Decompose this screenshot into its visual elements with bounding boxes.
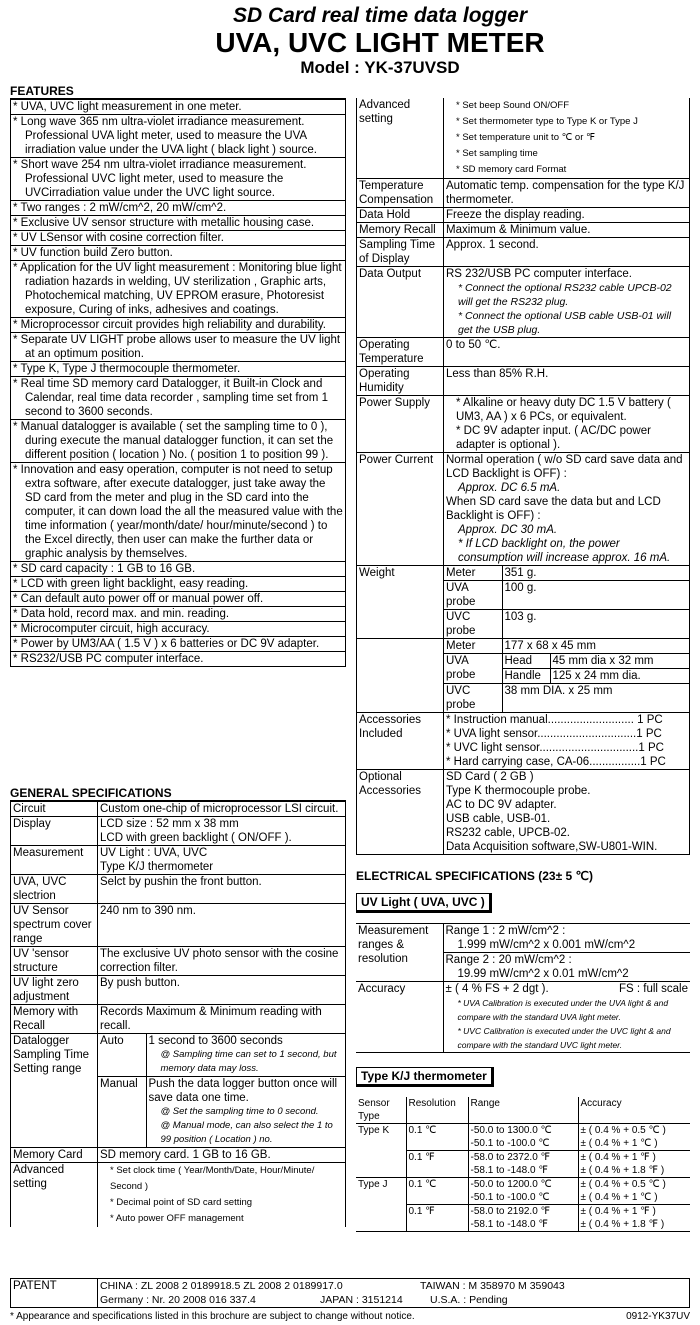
value: 45 mm dia x 32 mm <box>550 654 689 669</box>
feature-text: * Microprocessor circuit provides high reliability and durability. <box>11 318 346 333</box>
value: Records Maximum & Minimum reading with recall. <box>98 1005 346 1034</box>
disclaimer: * Appearance and specifications listed in this brochure are subject to change without notice. <box>10 1311 415 1322</box>
range <box>468 1178 578 1205</box>
electrical-title: ELECTRICAL SPECIFICATIONS (23± 5 ℃) <box>356 869 593 883</box>
table-row <box>356 1205 690 1232</box>
header: Accuracy <box>578 1097 690 1124</box>
model-line: Model : YK-37UVSD <box>300 58 460 77</box>
list-item <box>11 562 346 577</box>
text: * Alkaline or heavy duty DC 1.5 V battery ( UM3, AA ) x 6 PCs, or equivalent. <box>456 397 671 423</box>
text: -50.1 to -100.0 ℃ <box>470 1192 550 1203</box>
feature-text: * Real time SD memory card Datalogger, it Built-in Clock and Calendar, real time data recorder , sampling time set from 1 second to 3600 seconds. <box>11 377 346 420</box>
resolution: 0.1 ℃ <box>406 1178 468 1205</box>
general-title: GENERAL SPECIFICATIONS <box>10 786 346 801</box>
feature-text: * Application for the UV light measurement : Monitoring blue light radiation hazards in welding, UV sterilization , Graphic arts, Photochemical matching, UV EPROM erasure, Photoresist exposure, Curing of inks, adhesives and coatings. <box>11 261 346 318</box>
text: * Set temperature unit to ℃ or ℉ <box>456 132 596 143</box>
table-row <box>356 1178 690 1205</box>
auto-value <box>146 1034 345 1077</box>
value: Maximum & Minimum value. <box>444 223 690 238</box>
range <box>468 1124 578 1151</box>
label: Memory with Recall <box>11 1005 98 1034</box>
list-item <box>11 577 346 592</box>
header: Range <box>468 1097 578 1124</box>
text: Range 1 : 2 mW/cm^2 : <box>445 925 566 937</box>
label: Power Current <box>357 453 444 566</box>
text: Approx. DC 30 mA. <box>458 524 558 536</box>
note: * UVA Calibration is executed under the UVA light & and compare with the standard UVA light meter. <box>457 998 669 1022</box>
label: Datalogger Sampling Time Setting range <box>11 1034 98 1148</box>
label: UVA probe <box>444 654 502 684</box>
table-row <box>357 770 690 855</box>
text: Approx. DC 6.5 mA. <box>458 482 561 494</box>
label: Meter <box>444 566 502 581</box>
label: Power Supply <box>357 396 444 453</box>
feature-text: * UV LSensor with cosine correction filter. <box>11 231 346 246</box>
text: -50.0 to 1200.0 ℃ <box>470 1179 552 1190</box>
text: Type K/J thermometer <box>100 861 214 873</box>
value <box>98 1034 346 1148</box>
general-table <box>10 801 346 1227</box>
label: Weight <box>357 566 444 639</box>
table-row <box>357 208 690 223</box>
text: JAPAN : 3151214 <box>320 1294 403 1306</box>
table-row <box>11 904 346 947</box>
text: ± ( 0.4 % + 0.5 ℃ ) <box>580 1179 666 1190</box>
manual-value <box>146 1077 345 1148</box>
value <box>443 924 690 953</box>
accuracy <box>578 1124 690 1151</box>
value: 0 to 50 ℃. <box>444 338 690 367</box>
table-row <box>11 846 346 875</box>
text: -50.1 to -100.0 ℃ <box>470 1138 550 1149</box>
feature-text: * Exclusive UV sensor structure with metallic housing case. <box>11 216 346 231</box>
value: Freeze the display reading. <box>444 208 690 223</box>
general-specs-section <box>10 786 346 1227</box>
text: UV Light : UVA, UVC <box>100 847 208 859</box>
text: Germany : Nr. 20 2008 016 337.4 <box>100 1294 256 1306</box>
table-row <box>356 982 690 1053</box>
value: By push button. <box>98 976 346 1005</box>
table-row <box>11 947 346 976</box>
features-section <box>10 84 346 667</box>
table-row <box>357 639 690 713</box>
text: LCD with green backlight ( ON/OFF ). <box>100 832 292 844</box>
text: * Instruction manual........................... 1 PC <box>446 714 663 726</box>
feature-text: * Microcomputer circuit, high accuracy. <box>11 622 346 637</box>
value <box>444 453 690 566</box>
label: Temperature Compensation <box>357 179 444 208</box>
table-row <box>357 98 690 179</box>
patent-table <box>10 1278 690 1308</box>
text: USB cable, USB-01. <box>446 813 551 825</box>
label: Display <box>11 817 98 846</box>
text: -58.1 to -148.0 ℉ <box>470 1219 548 1230</box>
table-row <box>357 367 690 396</box>
feature-text: * LCD with green light backlight, easy reading. <box>11 577 346 592</box>
table-row <box>11 976 346 1005</box>
doc-code: 0912-YK37UV <box>626 1311 690 1322</box>
text: -58.0 to 2192.0 ℉ <box>470 1206 551 1217</box>
label: Measurement ranges & resolution <box>356 924 443 982</box>
list-item <box>11 333 346 362</box>
list-item <box>11 246 346 261</box>
header: Sensor Type <box>356 1097 406 1124</box>
label: UV 'sensor structure <box>11 947 98 976</box>
table-row <box>11 1148 346 1163</box>
feature-text: * Data hold, record max. and min. reading. <box>11 607 346 622</box>
text: * UVC light sensor...............................1 PC <box>446 742 664 754</box>
value <box>444 267 690 338</box>
text: When SD card save the data but and LCD Backlight is OFF) : <box>446 496 661 522</box>
text: * DC 9V adapter input. ( AC/DC power adapter is optional ). <box>456 425 651 451</box>
text: LCD size : 52 mm x 38 mm <box>100 818 239 830</box>
table-row <box>11 817 346 846</box>
value: 240 nm to 390 nm. <box>98 904 346 947</box>
text: ± ( 0.4 % + 1 ℉ ) <box>580 1206 656 1217</box>
text: * SD memory card Format <box>456 164 567 175</box>
text: CHINA : ZL 2008 2 0189918.5 ZL 2008 2 0189917.0 <box>100 1280 343 1292</box>
value: 103 g. <box>502 610 689 639</box>
feature-text: * Separate UV LIGHT probe allows user to measure the UV light at an optimum position. <box>11 333 346 362</box>
accuracy <box>578 1205 690 1232</box>
note: * UVC Calibration is executed under the UVC light & and compare with the standard UVC light meter. <box>457 1026 671 1050</box>
label: Memory Card <box>11 1148 98 1163</box>
header: Resolution <box>406 1097 468 1124</box>
value: 351 g. <box>502 566 689 581</box>
text: RS 232/USB PC computer interface. <box>446 268 632 280</box>
text: ± ( 0.4 % + 0.5 ℃ ) <box>580 1125 666 1136</box>
feature-text: * Type K, Type J thermocouple thermometer. <box>11 362 346 377</box>
text: ± ( 0.4 % + 1 ℃ ) <box>580 1138 658 1149</box>
text: ± ( 0.4 % + 1 ℉ ) <box>580 1152 656 1163</box>
table-row <box>357 396 690 453</box>
table-row <box>11 1005 346 1034</box>
table-row <box>356 924 690 953</box>
list-item <box>11 216 346 231</box>
list-item <box>11 100 346 115</box>
value: Custom one-chip of microprocessor LSI circuit. <box>98 802 346 817</box>
features-table <box>10 99 346 667</box>
text: * Hard carrying case, CA-06................1 PC <box>446 756 666 768</box>
value: 38 mm DIA. x 25 mm <box>502 684 689 713</box>
patent-values <box>98 1279 690 1308</box>
manual-label: Manual <box>98 1077 146 1148</box>
text: Normal operation ( w/o SD card save data and LCD Backlight is OFF) : <box>446 454 683 480</box>
sensor-type: Type J <box>356 1178 406 1232</box>
text: Type K thermocouple probe. <box>446 785 591 797</box>
text: FS : full scale <box>618 983 688 995</box>
text: Data Acquisition software,SW-U801-WIN. <box>446 841 658 853</box>
text: * Decimal point of SD card setting <box>110 1197 253 1208</box>
label: Accuracy <box>356 982 443 1053</box>
list-item <box>11 637 346 652</box>
text: * Set sampling time <box>456 148 538 159</box>
list-item <box>11 420 346 463</box>
value <box>444 98 690 179</box>
feature-text: * RS232/USB PC computer interface. <box>11 652 346 667</box>
value: Less than 85% R.H. <box>444 367 690 396</box>
text: -50.0 to 1300.0 ℃ <box>470 1125 552 1136</box>
text: 19.99 mW/cm^2 x 0.01 mW/cm^2 <box>457 968 629 980</box>
text: * Set thermometer type to Type K or Type J <box>456 116 638 127</box>
note: * If LCD backlight on, the power consumption will increase approx. 16 mA. <box>458 538 671 564</box>
thermometer-table <box>356 1097 690 1232</box>
label: UV light zero adjustment <box>11 976 98 1005</box>
label: Data Output <box>357 267 444 338</box>
table-row <box>357 338 690 367</box>
label: UVC probe <box>444 610 502 639</box>
feature-text: * Long wave 365 nm ultra-violet irradiance measurement. Professional UVA light meter, used to measure the UVA irradiation value under the UVA light ( black light ) source. <box>11 115 346 158</box>
text: RS232 cable, UPCB-02. <box>446 827 571 839</box>
label: Operating Temperature <box>357 338 444 367</box>
value: 125 x 24 mm dia. <box>550 669 689 684</box>
value: 100 g. <box>502 581 689 610</box>
label: Data Hold <box>357 208 444 223</box>
label: Accessories Included <box>357 713 444 770</box>
table-row <box>357 267 690 338</box>
list-item <box>11 261 346 318</box>
label: Optional Accessories <box>357 770 444 855</box>
value: 177 x 68 x 45 mm <box>502 639 689 654</box>
table-row <box>357 223 690 238</box>
list-item <box>11 158 346 201</box>
auto-label: Auto <box>98 1034 146 1077</box>
table-row <box>356 1124 690 1151</box>
text: 1 second to 3600 seconds <box>148 1035 283 1047</box>
note: * Connect the optional USB cable USB-01 will get the USB plug. <box>458 310 672 336</box>
table-row <box>357 238 690 267</box>
feature-text: * Manual datalogger is available ( set the sampling time to 0 ), during execute the manual datalogger function, it can set the different position ( location ) No. ( position 1 to position 99 ). <box>11 420 346 463</box>
range <box>468 1205 578 1232</box>
label: Measurement <box>11 846 98 875</box>
note: * Connect the optional RS232 cable UPCB-02 will get the RS232 plug. <box>458 282 672 308</box>
page-title: UVA, UVC LIGHT METER <box>215 27 545 58</box>
table-row <box>11 875 346 904</box>
value: Automatic temp. compensation for the type K/J thermometer. <box>444 179 690 208</box>
value <box>444 566 690 639</box>
table-row <box>357 179 690 208</box>
table-row <box>11 1034 346 1148</box>
feature-text: * Can default auto power off or manual power off. <box>11 592 346 607</box>
text: Range 2 : 20 mW/cm^2 : <box>445 954 572 966</box>
right-specs <box>356 98 690 1232</box>
value: SD memory card. 1 GB to 16 GB. <box>98 1148 346 1163</box>
text: ± ( 0.4 % + 1.8 ℉ ) <box>580 1165 665 1176</box>
feature-text: * UVA, UVC light measurement in one meter. <box>11 100 346 115</box>
label: Advanced setting <box>11 1163 98 1228</box>
text: * Set clock time ( Year/Month/Date, Hour/Minute/ Second ) <box>110 1165 315 1192</box>
note: @ Sampling time can set to 1 second, but memory data may loss. <box>160 1049 337 1074</box>
list-item <box>11 362 346 377</box>
table-row <box>11 802 346 817</box>
value <box>98 1163 346 1228</box>
text: AC to DC 9V adapter. <box>446 799 557 811</box>
feature-text: * Two ranges : 2 mW/cm^2, 20 mW/cm^2. <box>11 201 346 216</box>
patent-label: PATENT <box>11 1279 98 1308</box>
list-item <box>11 377 346 420</box>
note: @ Manual mode, can also select the 1 to 99 position ( Location ) no. <box>160 1120 333 1145</box>
uv-table <box>356 923 690 1053</box>
list-item <box>11 607 346 622</box>
label: UVA, UVC slectrion <box>11 875 98 904</box>
footer <box>10 1311 690 1323</box>
text: -58.1 to -148.0 ℉ <box>470 1165 548 1176</box>
text: U.S.A. : Pending <box>430 1294 508 1306</box>
value: Approx. 1 second. <box>444 238 690 267</box>
label: Memory Recall <box>357 223 444 238</box>
feature-text: * UV function build Zero button. <box>11 246 346 261</box>
text: * Auto power OFF management <box>110 1213 244 1224</box>
label: UV Sensor spectrum cover range <box>11 904 98 947</box>
text: ± ( 0.4 % + 1.8 ℉ ) <box>580 1219 665 1230</box>
uv-light-heading: UV Light ( UVA, UVC ) <box>356 893 492 913</box>
accuracy <box>578 1151 690 1178</box>
resolution: 0.1 ℃ <box>406 1124 468 1151</box>
value <box>444 639 690 713</box>
feature-text: * SD card capacity : 1 GB to 16 GB. <box>11 562 346 577</box>
value: The exclusive UV photo sensor with the cosine correction filter. <box>98 947 346 976</box>
value <box>444 770 690 855</box>
list-item <box>11 592 346 607</box>
thermometer-heading: Type K/J thermometer <box>356 1067 494 1087</box>
header <box>0 4 700 78</box>
value <box>98 817 346 846</box>
label: Handle <box>502 669 550 684</box>
feature-text: * Short wave 254 nm ultra-violet irradiance measurement. Professional UVC light meter, used to measure the UVCirradiation value under the UVC light source. <box>11 158 346 201</box>
text: Push the data logger button once will save data one time. <box>148 1078 338 1104</box>
table-row <box>357 453 690 566</box>
list-item <box>11 463 346 562</box>
note: @ Set the sampling time to 0 second. <box>160 1106 319 1117</box>
table-row <box>11 1163 346 1228</box>
list-item <box>11 622 346 637</box>
value <box>443 982 690 1053</box>
sensor-type: Type K <box>356 1124 406 1178</box>
label: Circuit <box>11 802 98 817</box>
subtitle: SD Card real time data logger <box>232 4 528 27</box>
right-table <box>356 98 690 855</box>
features-title: FEATURES <box>10 84 346 99</box>
label: Operating Humidity <box>357 367 444 396</box>
table-row <box>356 1097 690 1124</box>
list-item <box>11 231 346 246</box>
table-row <box>357 566 690 639</box>
text: SD Card ( 2 GB ) <box>446 771 534 783</box>
text: -58.0 to 2372.0 ℉ <box>470 1152 551 1163</box>
label: UVA probe <box>444 581 502 610</box>
patent-block <box>10 1278 690 1308</box>
list-item <box>11 318 346 333</box>
resolution: 0.1 ℉ <box>406 1151 468 1178</box>
value <box>443 953 690 982</box>
range <box>468 1151 578 1178</box>
label: Head <box>502 654 550 669</box>
list-item <box>11 652 346 667</box>
value <box>98 846 346 875</box>
feature-text: * Power by UM3/AA ( 1.5 V ) x 6 batteries or DC 9V adapter. <box>11 637 346 652</box>
resolution: 0.1 ℉ <box>406 1205 468 1232</box>
text: 1.999 mW/cm^2 x 0.001 mW/cm^2 <box>457 939 636 951</box>
feature-text: * Innovation and easy operation, computer is not need to setup extra software, after execute datalogger, just take away the SD card from the meter and plug in the SD card into the computer, it can down load the all the measured value with the time information ( year/month/date/ hour/minute/second ) to the Excel directly, then user can make the further data or graphic analysis by themselves. <box>11 463 346 562</box>
value: Selct by pushin the front button. <box>98 875 346 904</box>
label: Sampling Time of Display <box>357 238 444 267</box>
value <box>444 396 690 453</box>
table-row <box>357 713 690 770</box>
list-item <box>11 115 346 158</box>
text: ± ( 4 % FS + 2 dgt ). <box>445 983 549 995</box>
text: ± ( 0.4 % + 1 ℃ ) <box>580 1192 658 1203</box>
label: Advanced setting <box>357 98 444 179</box>
label: Meter <box>444 639 502 654</box>
text: * UVA light sensor...............................1 PC <box>446 728 662 740</box>
label <box>357 639 444 713</box>
text: TAIWAN : M 358970 M 359043 <box>420 1280 565 1292</box>
text: * Set beep Sound ON/OFF <box>456 100 570 111</box>
accuracy <box>578 1178 690 1205</box>
table-row <box>356 1151 690 1178</box>
value <box>444 713 690 770</box>
list-item <box>11 201 346 216</box>
label: UVC probe <box>444 684 502 713</box>
